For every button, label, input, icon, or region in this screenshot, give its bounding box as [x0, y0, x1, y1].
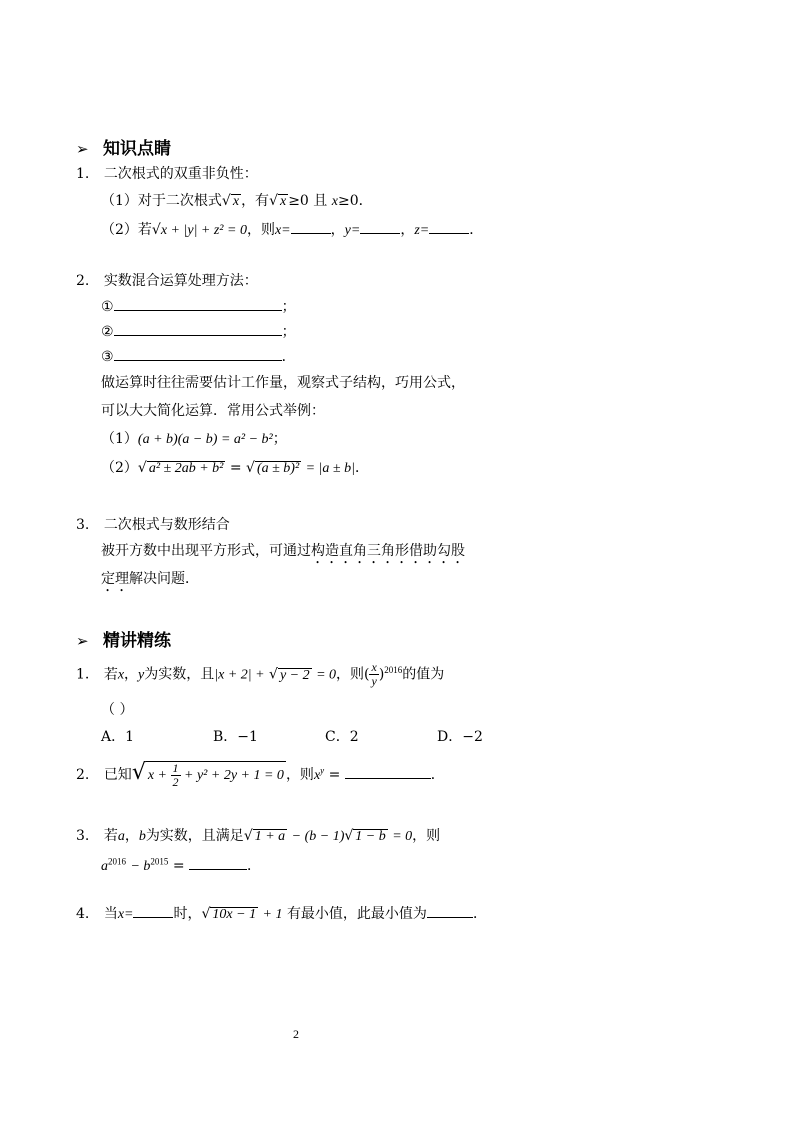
x-label: x=: [117, 907, 134, 922]
variable: a: [117, 829, 125, 844]
item-k3-title: [76, 514, 230, 534]
text: 被开方数中出现平方形式，可通过: [101, 543, 311, 559]
k2-blank-1: [101, 296, 296, 316]
item-number: 2.: [76, 273, 90, 289]
radical-icon: √: [246, 460, 255, 476]
radicand: (a ± b)²: [256, 461, 300, 476]
fraction: [369, 661, 378, 688]
variable: x: [313, 768, 321, 783]
radicand: 1 − b: [355, 829, 386, 844]
numerator: x: [371, 660, 377, 674]
x-blank[interactable]: [291, 221, 331, 234]
answer-blank[interactable]: [189, 857, 247, 870]
y-blank[interactable]: [360, 221, 400, 234]
text: ．: [469, 222, 484, 238]
text: ，则: [412, 828, 441, 844]
k1-line1: [101, 190, 373, 210]
z-label: z=: [414, 223, 430, 238]
choice-d[interactable]: D．−2: [437, 729, 483, 745]
text: 若: [103, 666, 118, 683]
section-heading-2: [76, 626, 171, 651]
circle-number: ③: [101, 349, 114, 365]
k2-blank-3: [101, 346, 296, 366]
text: 为实数，且满足: [145, 828, 244, 844]
radical-icon: √: [269, 666, 278, 683]
emphasized-text: 定理: [101, 571, 129, 587]
item-title: 二次根式的双重非负性：: [103, 166, 258, 182]
denominator: y: [371, 674, 377, 688]
text: 若: [103, 828, 118, 844]
text: 的值为: [402, 666, 445, 683]
variable: b: [138, 829, 146, 844]
text: ≥0．: [337, 193, 373, 209]
equals: =: [229, 460, 242, 476]
label: （2）: [101, 460, 138, 476]
circle-number: ①: [101, 299, 114, 315]
problem-3: [76, 825, 440, 845]
section-title: 精讲精练: [103, 631, 172, 651]
expression: − (b − 1): [291, 829, 345, 844]
text: ，有: [241, 193, 270, 209]
text: 解决问题．: [129, 571, 199, 587]
problem-4: [76, 903, 487, 923]
variable: y: [138, 667, 145, 683]
problem-number: 1.: [76, 666, 90, 683]
problem-1: 1. 若x，y为实数，且|x + 2| + √ y − 2 = 0，则( $\frac{x}{y}$ )$^{2016}$的值为: [76, 660, 445, 688]
arrow-icon: ➢: [76, 632, 89, 650]
problem-3-line-2: [101, 855, 261, 875]
x-blank[interactable]: [133, 905, 173, 918]
text: ．: [472, 906, 487, 922]
formula: (a + b)(a − b) = a² − b²: [137, 432, 273, 447]
problem-number: 3.: [76, 828, 90, 844]
z-blank[interactable]: [429, 221, 469, 234]
answer-blank[interactable]: [345, 766, 431, 779]
radical-icon: √: [201, 906, 211, 922]
problem-number: 4.: [76, 906, 90, 922]
equals: =: [328, 767, 341, 783]
radicand: 1 + a: [254, 829, 286, 844]
exponent: 2016: [108, 856, 126, 867]
k2-para-2: 可以大大简化运算．常用公式举例：: [101, 403, 325, 419]
radical-icon: √: [344, 828, 354, 844]
expression: = 0: [316, 667, 337, 683]
expression: x +: [147, 768, 168, 783]
radical-icon: √: [131, 760, 146, 785]
problem-2: [76, 760, 445, 790]
exponent: 2015: [150, 856, 169, 867]
radicand: a² ± 2ab + b²: [148, 461, 224, 476]
choice-b[interactable]: B．−1: [213, 729, 258, 745]
text: ；: [281, 299, 296, 315]
formula: = |a ± b|: [305, 461, 355, 476]
text: ．: [430, 767, 445, 783]
k3-line-1: [101, 540, 465, 567]
item-title: 实数混合运算处理方法：: [103, 273, 258, 289]
choice-a[interactable]: A．1: [101, 729, 135, 745]
text: ≥0 且: [288, 193, 328, 209]
k3-line-2: [101, 568, 199, 595]
circle-number: ②: [101, 324, 114, 340]
label: （1）: [101, 431, 138, 447]
radical-icon: √: [243, 828, 253, 844]
expression: + 1: [262, 907, 283, 922]
x-label: x=: [274, 223, 291, 238]
text: 时，: [173, 906, 202, 922]
section-heading-1: [76, 134, 171, 159]
text: ，则: [246, 222, 275, 238]
variable: a: [101, 859, 108, 874]
radicand: [146, 761, 286, 790]
item-number: 1.: [76, 166, 90, 182]
problem-number: 2.: [76, 767, 90, 783]
text: ，: [124, 828, 139, 844]
radical-icon: √: [137, 460, 147, 476]
k2-para-1: 做运算时往往需要估计工作量，观察式子结构，巧用公式，: [101, 375, 465, 391]
denominator: 2: [172, 775, 179, 790]
radicand: 10x − 1: [212, 907, 257, 922]
text: （1）对于二次根式: [101, 193, 222, 209]
exponent: y: [320, 765, 325, 776]
expression: x + |y| + z² = 0: [160, 223, 247, 238]
arrow-icon: ➢: [76, 140, 89, 158]
text: ．: [281, 349, 296, 365]
emphasized-text: 构造直角三角形借助勾股: [311, 543, 465, 559]
expression: = 0: [392, 829, 413, 844]
radicand: y − 2: [279, 667, 310, 683]
text: 已知: [103, 767, 132, 783]
y-label: y=: [344, 223, 361, 238]
text: 为实数，且: [144, 666, 215, 683]
radical-icon: √: [269, 193, 278, 209]
item-k1-title: [76, 163, 258, 183]
text: ，: [124, 666, 139, 683]
answer-paren[interactable]: （ ）: [101, 702, 134, 718]
expression: |x + 2| +: [214, 667, 265, 683]
text: ；: [272, 431, 287, 447]
text: ，则: [336, 666, 365, 683]
numerator: 1: [172, 761, 179, 776]
k2-formula-1: [101, 428, 287, 448]
choice-c[interactable]: C．2: [325, 729, 359, 745]
method-blank[interactable]: [114, 348, 282, 361]
page-number: 2: [293, 1027, 299, 1041]
section-title: 知识点睛: [103, 139, 172, 159]
radical-icon: √: [151, 222, 161, 238]
text: ．: [354, 460, 369, 476]
k2-formula-2: [101, 457, 369, 477]
variable: x: [331, 194, 338, 209]
item-title: 二次根式与数形结合: [103, 517, 230, 533]
item-k2-title: [76, 270, 258, 290]
method-blank[interactable]: [114, 323, 282, 336]
variable: x: [117, 667, 125, 683]
method-blank[interactable]: [114, 298, 282, 311]
text: ；: [281, 324, 296, 340]
equals: =: [172, 858, 185, 874]
min-value-blank[interactable]: [427, 905, 473, 918]
text: 当: [103, 906, 118, 922]
expression: + y² + 2y + 1 = 0: [184, 768, 284, 783]
text: ．: [247, 858, 262, 874]
fraction: [171, 762, 181, 789]
text: （2）若: [101, 222, 152, 238]
item-number: 3.: [76, 517, 90, 533]
text: 有最小值，此最小值为: [286, 906, 427, 922]
k2-blank-2: [101, 321, 296, 341]
text: ，则: [285, 767, 314, 783]
radicand: x: [279, 194, 287, 209]
k1-line2: （2）若√x + |y| + z² = 0，则x= ，y= ，z= ．: [101, 222, 484, 238]
radical-icon: √: [221, 193, 231, 209]
expression: − b: [130, 859, 151, 874]
radicand: x: [232, 194, 240, 209]
exponent: 2016: [384, 664, 403, 675]
